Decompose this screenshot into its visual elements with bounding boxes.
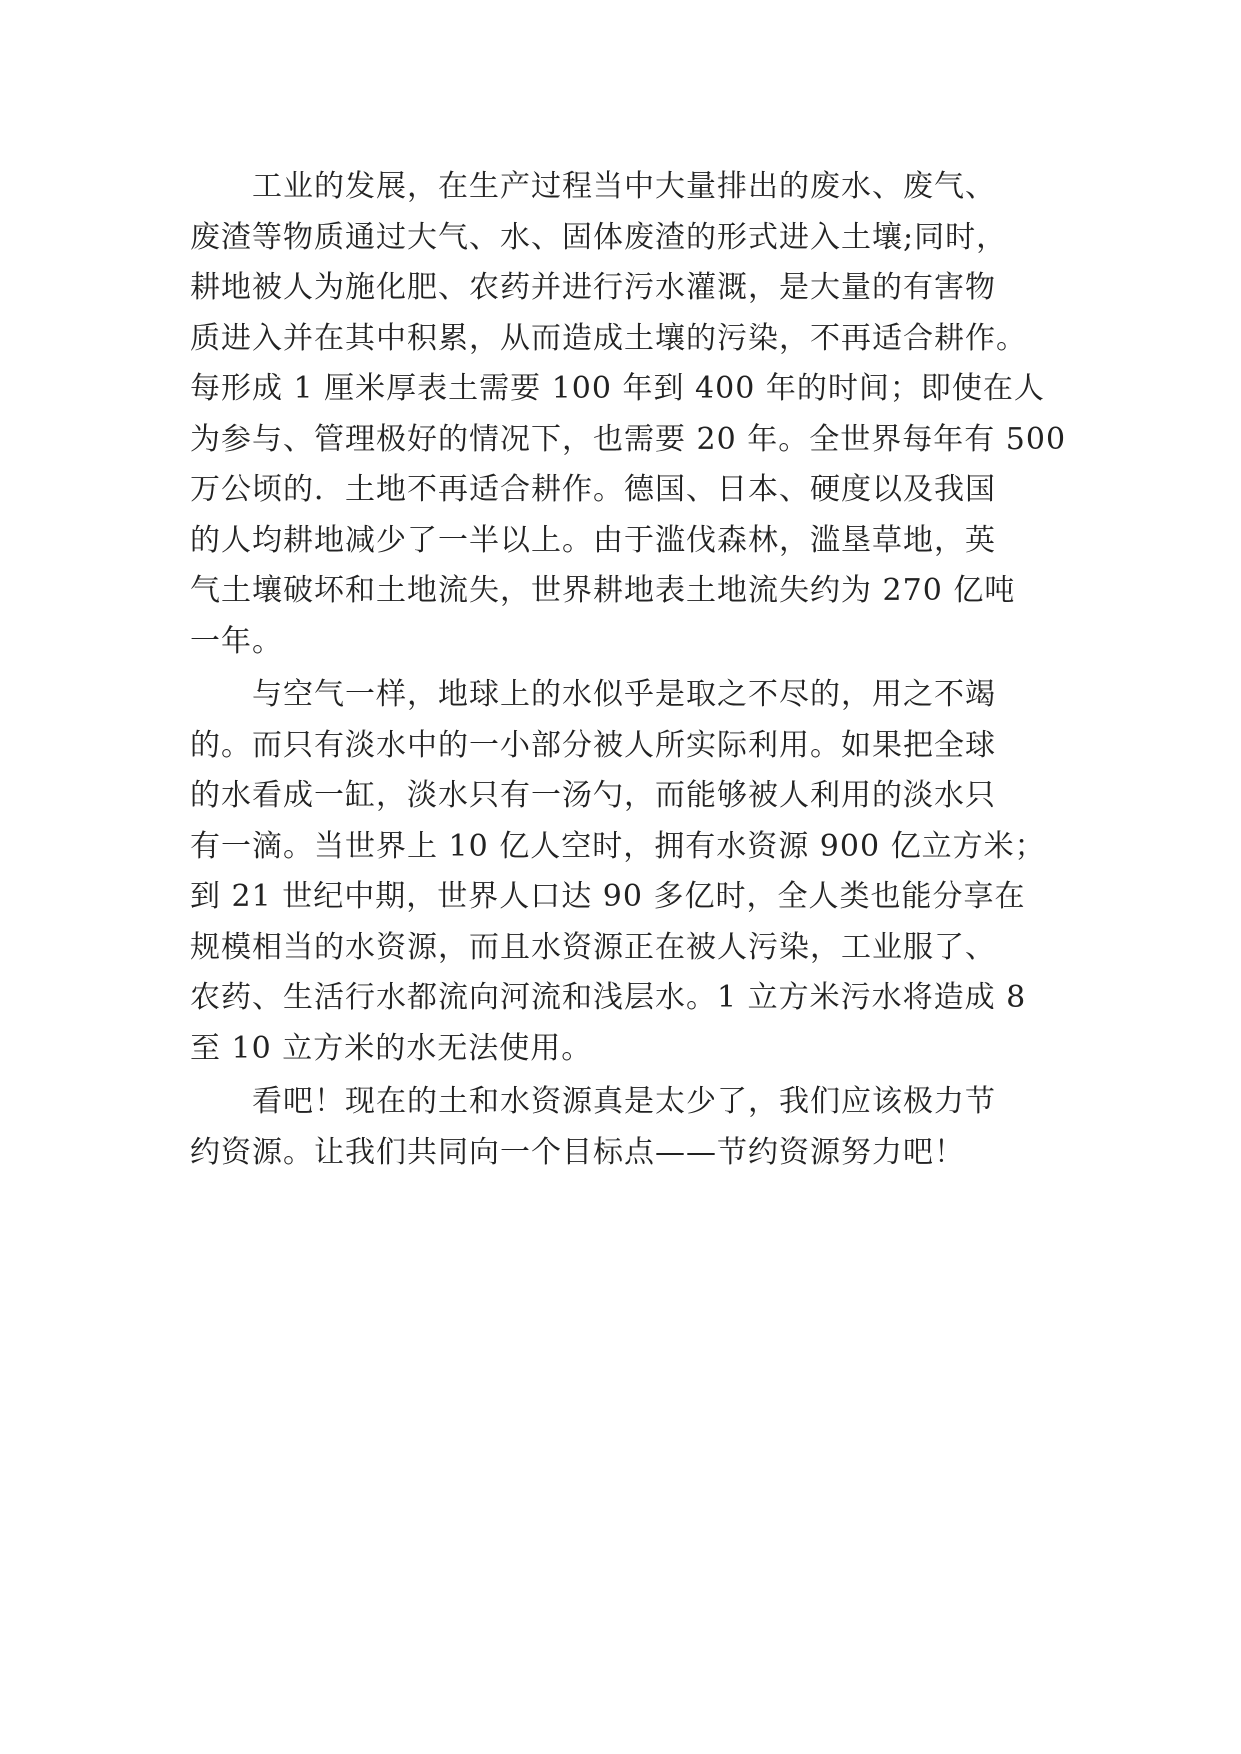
text-line: 废渣等物质通过大气、水、固体废渣的形式进入土壤;同时， bbox=[190, 219, 1008, 255]
text-line: 耕地被人为施化肥、农药并进行污水灌溉，是大量的有害物 bbox=[190, 270, 996, 305]
text-line: 约资源。让我们共同向一个目标点——节约资源努力吧！ bbox=[190, 1134, 965, 1170]
text-line: 一年。 bbox=[190, 623, 283, 659]
text-line: 农药、生活行水都流向河流和浅层水。1 立方米污水将造成 8 bbox=[190, 980, 1027, 1015]
text-line: 的人均耕地减少了一半以上。由于滥伐森林，滥垦草地，英 bbox=[190, 522, 996, 558]
text-line: 到 21 世纪中期，世界人口达 90 多亿时，全人类也能分享在 bbox=[190, 879, 1026, 914]
text-line: 万公顷的．土地不再适合耕作。德国、日本、硬度以及我国 bbox=[190, 472, 996, 507]
text-line: 每形成 1 厘米厚表土需要 100 年到 400 年的时间；即使在人 bbox=[190, 371, 1045, 406]
text-line: 的。而只有淡水中的一小部分被人所实际利用。如果把全球 bbox=[190, 727, 996, 763]
paragraph-water bbox=[190, 670, 1060, 1074]
text-line: 气土壤破坏和土地流失，世界耕地表土地流失约为 270 亿吨 bbox=[190, 573, 1016, 608]
text-line: 有一滴。当世界上 10 亿人空时，拥有水资源 900 亿立方米； bbox=[190, 828, 1046, 864]
text-line: 看吧！现在的土和水资源真是太少了，我们应该极力节 bbox=[190, 1084, 996, 1119]
paragraph-conclusion bbox=[190, 1077, 1060, 1178]
document-body bbox=[190, 162, 1067, 1178]
text-line: 与空气一样，地球上的水似乎是取之不尽的，用之不竭 bbox=[190, 677, 996, 712]
text-line: 规模相当的水资源，而且水资源正在被人污染，工业服了、 bbox=[190, 929, 996, 965]
text-line: 的水看成一缸，淡水只有一汤勺，而能够被人利用的淡水只 bbox=[190, 778, 996, 813]
paragraph-soil bbox=[190, 162, 1067, 667]
text-line: 至 10 立方米的水无法使用。 bbox=[190, 1030, 593, 1066]
text-line: 质进入并在其中积累，从而造成土壤的污染，不再适合耕作。 bbox=[190, 320, 1027, 356]
text-line: 工业的发展，在生产过程当中大量排出的废水、废气、 bbox=[190, 169, 996, 204]
text-line: 为参与、管理极好的情况下，也需要 20 年。全世界每年有 500 bbox=[190, 421, 1067, 457]
